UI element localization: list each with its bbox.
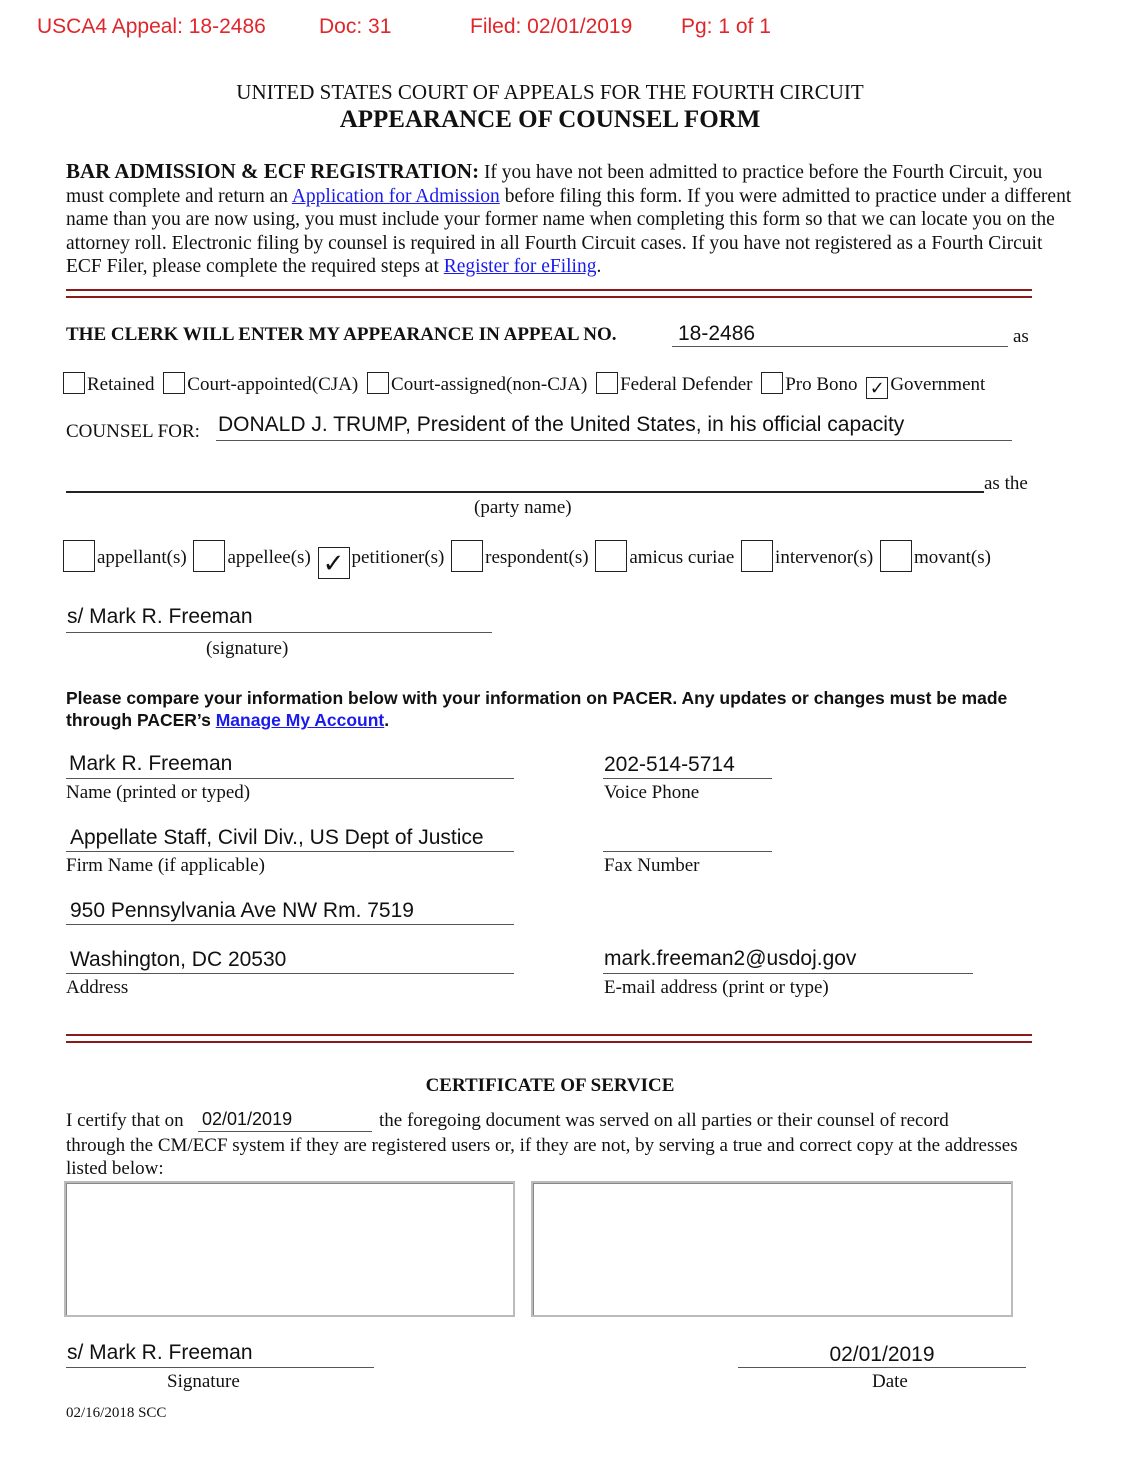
checkbox[interactable] [761, 372, 783, 394]
field-line [66, 973, 514, 974]
checkbox-label: movant(s) [913, 547, 991, 568]
field-line [198, 1131, 372, 1132]
bar-admission-paragraph [66, 160, 1076, 279]
checkbox[interactable] [596, 372, 618, 394]
signature-caption: Signature [167, 1371, 240, 1392]
checkbox-pro-bono[interactable] [761, 374, 859, 395]
phone-field[interactable]: 202-514-5714 [604, 753, 735, 776]
checkbox-amicus[interactable] [595, 540, 627, 572]
application-for-admission-link[interactable]: Application for Admission [291, 185, 500, 207]
checkbox[interactable] [63, 372, 85, 394]
field-line [216, 440, 1012, 441]
checkbox-appellant[interactable] [63, 540, 95, 572]
register-efiling-link[interactable]: Register for eFiling [443, 256, 597, 278]
firm-field[interactable]: Appellate Staff, Civil Div., US Dept of Justice [70, 826, 484, 849]
field-line [738, 1367, 1026, 1368]
address-line1-field[interactable]: 950 Pennsylvania Ave NW Rm. 7519 [70, 899, 414, 922]
check-icon[interactable]: ✓ [318, 547, 350, 579]
fax-caption: Fax Number [604, 855, 700, 876]
counsel-for-label: COUNSEL FOR: [66, 421, 200, 442]
stamp-filed: Filed: 02/01/2019 [470, 15, 633, 38]
checkbox-label: respondent(s) [485, 547, 589, 568]
certificate-signature-field[interactable]: s/ Mark R. Freeman [67, 1341, 253, 1364]
divider [66, 289, 1032, 298]
address-caption: Address [66, 977, 129, 998]
checkbox-court-assigned[interactable] [367, 374, 589, 395]
checkbox-label: amicus curiae [629, 547, 735, 568]
checkbox-label: Court-appointed(CJA) [187, 374, 359, 395]
date-caption: Date [872, 1371, 908, 1392]
manage-my-account-link[interactable]: Manage My Account [215, 710, 385, 730]
checkbox-government[interactable] [866, 374, 987, 399]
stamp-doc: Doc: 31 [319, 15, 392, 38]
appeal-number-field[interactable]: 18-2486 [678, 322, 756, 345]
name-field[interactable]: Mark R. Freeman [69, 752, 233, 775]
checkbox-court-appointed[interactable] [163, 374, 360, 395]
checkbox-label: Government [890, 374, 986, 395]
address-line2-field[interactable]: Washington, DC 20530 [70, 948, 287, 971]
certify-text-3: through the CM/ECF system if they are registered users or, if they are not, by serving a true and correct copy at the addresses listed below: [66, 1135, 1018, 1179]
pacer-notice [66, 687, 1046, 731]
phone-caption: Voice Phone [604, 782, 700, 803]
form-revision: 02/16/2018 SCC [66, 1405, 167, 1421]
email-field[interactable]: mark.freeman2@usdoj.gov [604, 947, 857, 970]
field-line [66, 851, 514, 852]
field-line [66, 924, 514, 925]
checkbox-label: Court-assigned(non-CJA) [391, 374, 588, 395]
checkbox-label: petitioner(s) [351, 547, 445, 568]
as-the-label: as the [984, 473, 1028, 494]
field-line [603, 973, 973, 974]
field-line [66, 632, 492, 633]
service-date-field[interactable]: 02/01/2019 [202, 1109, 293, 1129]
service-address-left[interactable] [64, 1181, 515, 1317]
party-role-row [63, 540, 993, 579]
counsel-for-field[interactable]: DONALD J. TRUMP, President of the United States, in his official capacity [218, 413, 905, 436]
pacer-text: Please compare your information below with your information on PACER. Any updates or changes must be made through PACER’s [66, 688, 1008, 730]
checkbox-appellee[interactable] [193, 540, 225, 572]
checkbox-intervenor[interactable] [741, 540, 773, 572]
counsel-type-row [63, 372, 989, 399]
bar-heading: BAR ADMISSION & ECF REGISTRATION: [66, 159, 480, 183]
signature-caption: (signature) [206, 638, 289, 659]
checkbox-label: intervenor(s) [775, 547, 874, 568]
signature-field[interactable]: s/ Mark R. Freeman [67, 605, 253, 628]
check-icon[interactable]: ✓ [866, 377, 888, 399]
certificate-title: CERTIFICATE OF SERVICE [425, 1075, 675, 1096]
checkbox-label: appellant(s) [97, 547, 187, 568]
name-caption: Name (printed or typed) [66, 782, 251, 803]
appearance-label: THE CLERK WILL ENTER MY APPEARANCE IN APPEAL NO. [66, 324, 617, 345]
pacer-text: . [384, 710, 390, 730]
checkbox-respondent[interactable] [451, 540, 483, 572]
stamp-appeal: USCA4 Appeal: 18-2486 [37, 15, 266, 38]
field-line [603, 778, 772, 779]
firm-caption: Firm Name (if applicable) [66, 855, 265, 876]
checkbox-movant[interactable] [880, 540, 912, 572]
checkbox-federal-defender[interactable] [596, 374, 754, 395]
stamp-page: Pg: 1 of 1 [681, 15, 771, 38]
field-line [672, 346, 1008, 347]
checkbox-label: Retained [87, 374, 155, 395]
checkbox-retained[interactable] [63, 374, 157, 395]
checkbox-label: appellee(s) [227, 547, 311, 568]
bar-text: before filing this form. If you were admitted to practice under a different name than you are now using, you must include your former name when completing this form so that we can locate you on the attorney roll. Electronic filing by counsel is required in all Fourth Circuit cases. If you have not registered as a Fourth Circuit ECF Filer, please complete the required steps at [66, 185, 1072, 278]
certify-text: I certify that on [66, 1110, 184, 1131]
service-address-right[interactable] [531, 1181, 1013, 1317]
certificate-date-field[interactable]: 02/01/2019 [829, 1343, 935, 1366]
court-name: UNITED STATES COURT OF APPEALS FOR THE FOURTH CIRCUIT [236, 80, 864, 104]
bar-text: If you have not been admitted to practice before the Fourth Circuit, you must complete and return an [66, 162, 1043, 207]
bar-text: . [596, 256, 602, 278]
checkbox[interactable] [163, 372, 185, 394]
email-caption: E-mail address (print or type) [604, 977, 829, 998]
field-line [66, 778, 514, 779]
checkbox-label: Federal Defender [620, 374, 753, 395]
checkbox[interactable] [367, 372, 389, 394]
certify-text-2: the foregoing document was served on all parties or their counsel of record [379, 1110, 949, 1131]
field-line [603, 851, 772, 852]
party-name-caption: (party name) [474, 497, 572, 518]
field-line [66, 1367, 374, 1368]
party-name-line[interactable] [66, 491, 984, 493]
checkbox-label: Pro Bono [785, 374, 858, 395]
divider [66, 1034, 1032, 1043]
form-title: APPEARANCE OF COUNSEL FORM [339, 106, 761, 133]
as-label: as [1013, 326, 1029, 347]
